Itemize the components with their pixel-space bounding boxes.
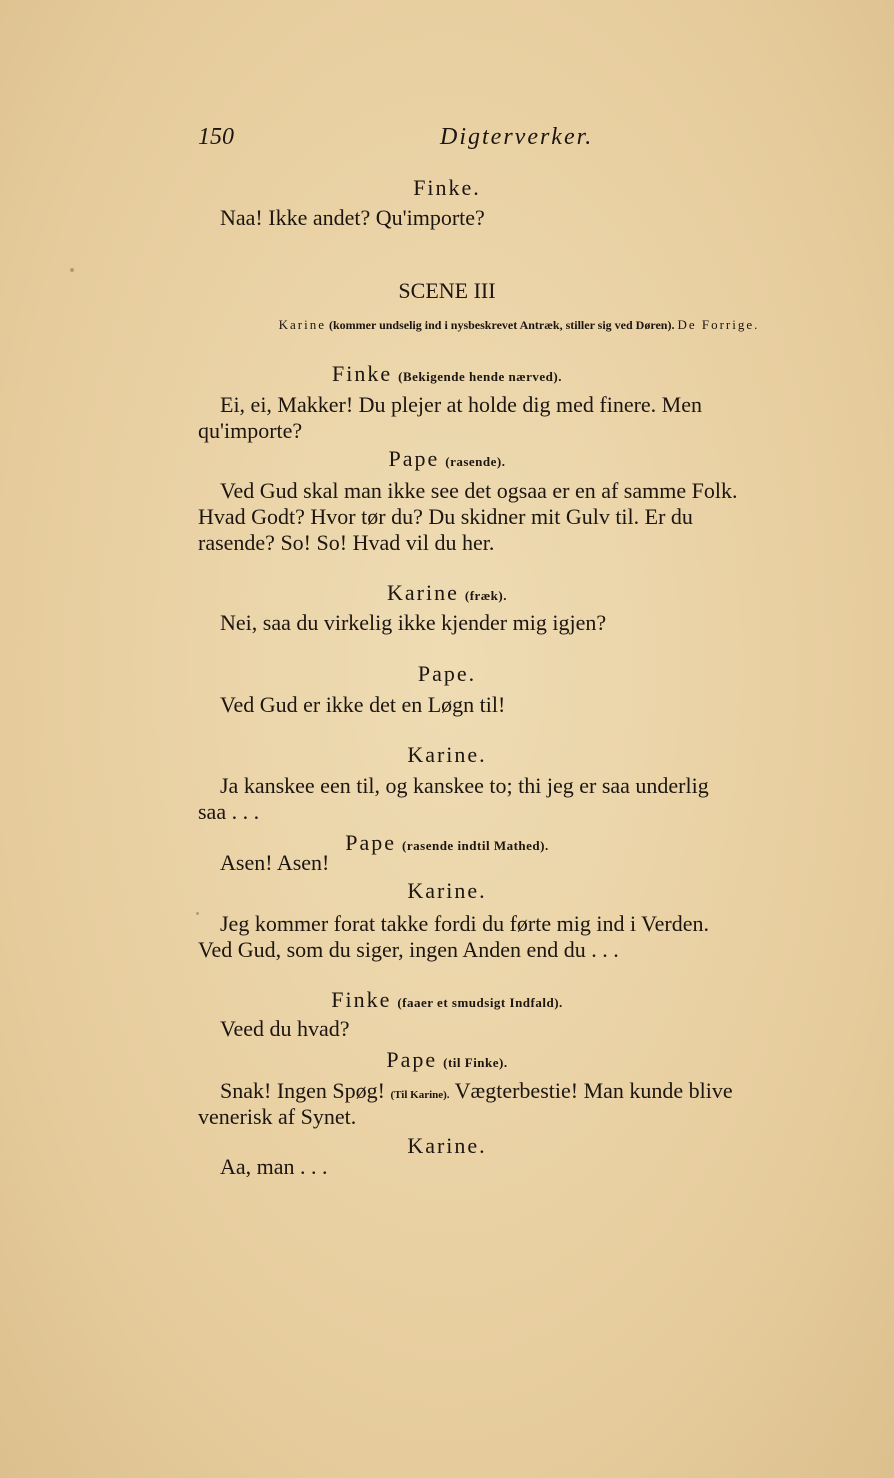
cast-karine: Karine [278,317,326,332]
dialogue-line: Nei, saa du virkelig ikke kjender mig igjen? [220,610,607,635]
stage-direction: (faaer et smudsigt Indfald). [397,995,563,1010]
dialogue-line: Ved Gud skal man ikke see det ogsaa er en af samme Folk. [220,478,738,503]
dialogue-line: saa . . . [198,799,260,824]
dialogue-line: Hvad Godt? Hvor tør du? Du skidner mit Gulv til. Er du [198,504,693,529]
dialogue-line: Ja kanskee een til, og kanskee to; thi jeg er saa underlig [220,773,709,798]
dialogue-line: Aa, man . . . [220,1154,328,1179]
stage-direction: (rasende indtil Mathed). [402,838,549,853]
speaker-karine-3: Karine. [407,878,487,903]
paper-speck [196,912,199,915]
speaker-karine-2: Karine. [407,742,487,767]
cast-forrige: De Forrige. [677,317,760,332]
dialogue-line: qu'importe? [198,418,303,443]
speaker-finke-2: Finke (Bekigende hende nærved). [332,361,562,386]
page-number: 150 [198,124,234,150]
stage-direction: (Bekigende hende nærved). [398,369,562,384]
stage-direction: (Til Karine). [390,1089,450,1101]
dialogue-line: rasende? So! So! Hvad vil du her. [198,530,495,555]
paper-speck [70,268,74,272]
dialogue-line: Asen! Asen! [220,850,330,875]
speaker-karine-4: Karine. [407,1133,487,1158]
dialogue-line: Naa! Ikke andet? Qu'importe? [220,205,485,230]
dialogue-line: Ved Gud, som du siger, ingen Anden end du . . . [198,937,619,962]
dialogue-line: Jeg kommer forat takke fordi du førte mig ind i Verden. [220,911,709,936]
speaker-karine-1: Karine (fræk). [387,580,507,605]
speaker-pape-1: Pape (rasende). [388,446,506,471]
speaker-finke-1: Finke. [413,175,481,200]
dialogue-line: Veed du hvad? [220,1016,350,1041]
stage-direction-cast [198,317,840,333]
speaker-pape-4: Pape (til Finke). [386,1047,508,1072]
speaker-pape-3: Pape (rasende indtil Mathed). [345,830,549,855]
speaker-pape-2: Pape. [417,661,477,686]
scene-heading: SCENE III [398,278,496,303]
dialogue-line: venerisk af Synet. [198,1104,357,1129]
dialogue-line: Snak! Ingen Spøg! (Til Karine). Vægterbestie! Man kunde blive [220,1078,733,1103]
stage-direction: (fræk). [464,588,507,603]
running-title: Digterverker. [440,124,594,150]
speaker-finke-3: Finke (faaer et smudsigt Indfald). [331,987,563,1012]
dialogue-line: Ved Gud er ikke det en Løgn til! [220,692,506,717]
cast-direction: (kommer undselig ind i nysbeskrevet Antræk, stiller sig ved Døren). [328,318,675,332]
running-header [198,124,840,154]
stage-direction: (til Finke). [443,1055,508,1070]
dialogue-line: Ei, ei, Makker! Du plejer at holde dig med finere. Men [220,392,703,417]
stage-direction: (rasende). [445,454,506,469]
